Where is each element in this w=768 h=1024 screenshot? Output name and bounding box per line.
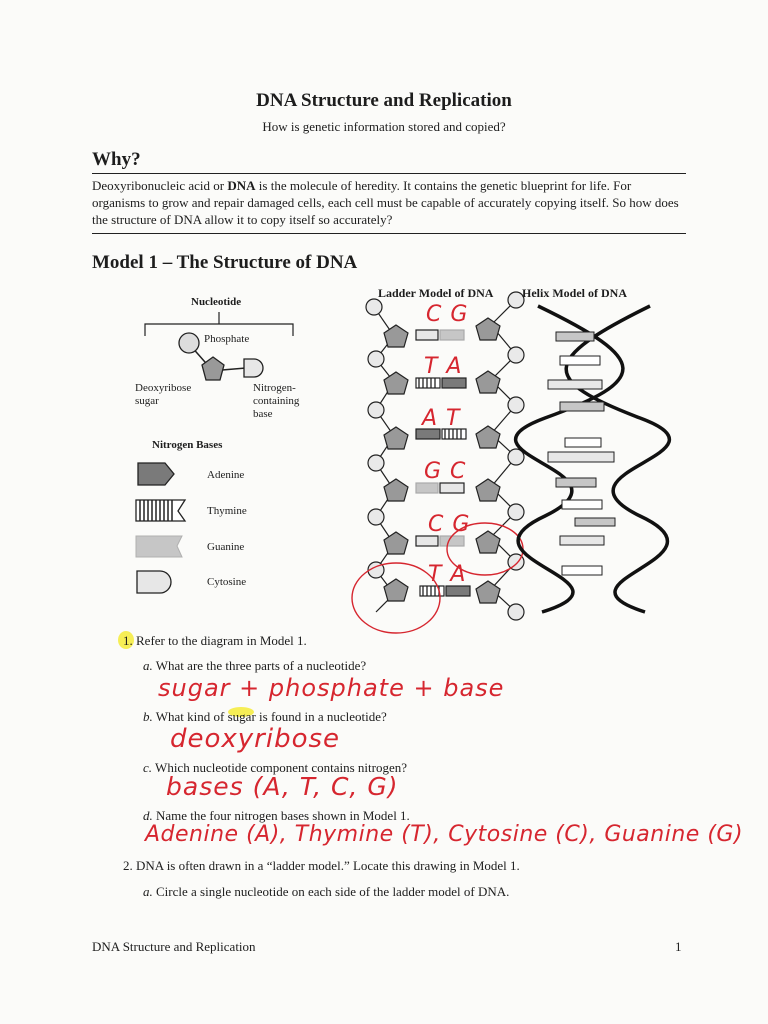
answer-1c: bases (A, T, C, G) [166, 772, 399, 801]
q1d-text: Name the four nitrogen bases shown in Model 1. [156, 808, 410, 823]
q1a-text: What are the three parts of a nucleotide? [155, 658, 367, 673]
question-1 [123, 633, 307, 649]
thymine-shape [136, 500, 185, 521]
adenine-shape [138, 463, 174, 485]
q2-number: 2. [123, 858, 133, 873]
sugar-shape [202, 357, 224, 380]
thymine-label: Thymine [207, 505, 247, 517]
q1a-letter: a. [143, 658, 153, 673]
sugar-label-line2: sugar [135, 395, 159, 407]
sugar-label [135, 382, 191, 408]
question-1a [143, 658, 366, 674]
base-label-line3: base [253, 408, 273, 420]
nitrogen-bases-heading: Nitrogen Bases [152, 439, 223, 451]
q1d-letter: d. [143, 808, 153, 823]
hand-letters: C G [426, 302, 469, 327]
why-text-1: Deoxyribonucleic acid or [92, 178, 228, 193]
hand-letters: G C [424, 459, 467, 484]
q1c-text: Which nucleotide component contains nitrogen? [155, 760, 408, 775]
footer-title: DNA Structure and Replication [92, 939, 256, 954]
question-2 [123, 858, 520, 874]
page-title: DNA Structure and Replication [256, 90, 512, 111]
model-title: Model 1 – The Structure of DNA [92, 252, 358, 273]
sugar-label-line1: Deoxyribose [135, 382, 192, 394]
cytosine-shape [244, 359, 263, 377]
answer-1a: sugar + phosphate + base [158, 674, 505, 702]
why-text-dna: DNA [227, 178, 256, 193]
hand-letters: T A [424, 354, 463, 379]
phosphate-shape [179, 333, 199, 353]
question-1b [143, 709, 387, 725]
adenine-label: Adenine [207, 469, 245, 481]
helix-model-title: Helix Model of DNA [522, 286, 627, 300]
q1c-letter: c. [143, 760, 153, 775]
hand-letters: C G [428, 512, 471, 537]
page-subtitle: How is genetic information stored and copied? [262, 119, 506, 134]
q1b-letter: b. [143, 709, 153, 724]
bond-line [222, 368, 246, 370]
nucleotide-label: Nucleotide [191, 296, 242, 308]
question-2a [143, 884, 509, 900]
q2a-letter: a. [143, 884, 153, 899]
hand-letters: A T [422, 406, 461, 431]
q2a-text: Circle a single nucleotide on each side of the ladder model of DNA. [156, 884, 510, 899]
cytosine-label: Cytosine [207, 576, 247, 588]
guanine-label: Guanine [207, 541, 245, 553]
hand-letters: T A [428, 562, 467, 587]
ladder-model-title: Ladder Model of DNA [378, 286, 494, 300]
guanine-shape [136, 536, 182, 557]
phosphate-label: Phosphate [204, 333, 250, 345]
base-label-line1: Nitrogen- [253, 382, 296, 394]
q2-text: DNA is often drawn in a “ladder model.” Locate this drawing in Model 1. [136, 858, 520, 873]
helix-model [516, 306, 670, 612]
base-label-line2: containing [253, 395, 300, 407]
q1-text: Refer to the diagram in Model 1. [136, 633, 307, 648]
why-heading: Why? [92, 149, 141, 170]
page-number: 1 [675, 939, 682, 954]
q1b-text: What kind of sugar is found in a nucleotide? [155, 709, 387, 724]
answer-1b: deoxyribose [170, 724, 341, 754]
answer-1d: Adenine (A), Thymine (T), Cytosine (C), Guanine (G) [145, 822, 744, 847]
base-label [253, 382, 299, 421]
cytosine-legend-shape [137, 571, 171, 593]
q1-number: 1. [123, 633, 133, 648]
why-text-2: is the molecule of heredity. It contains the genetic blueprint for life. For organisms to grow and repair damaged cells, each cell must be capable of accurately copying itself. So how does the structure of DNA allow it to copy itself so accurately? [92, 178, 679, 227]
